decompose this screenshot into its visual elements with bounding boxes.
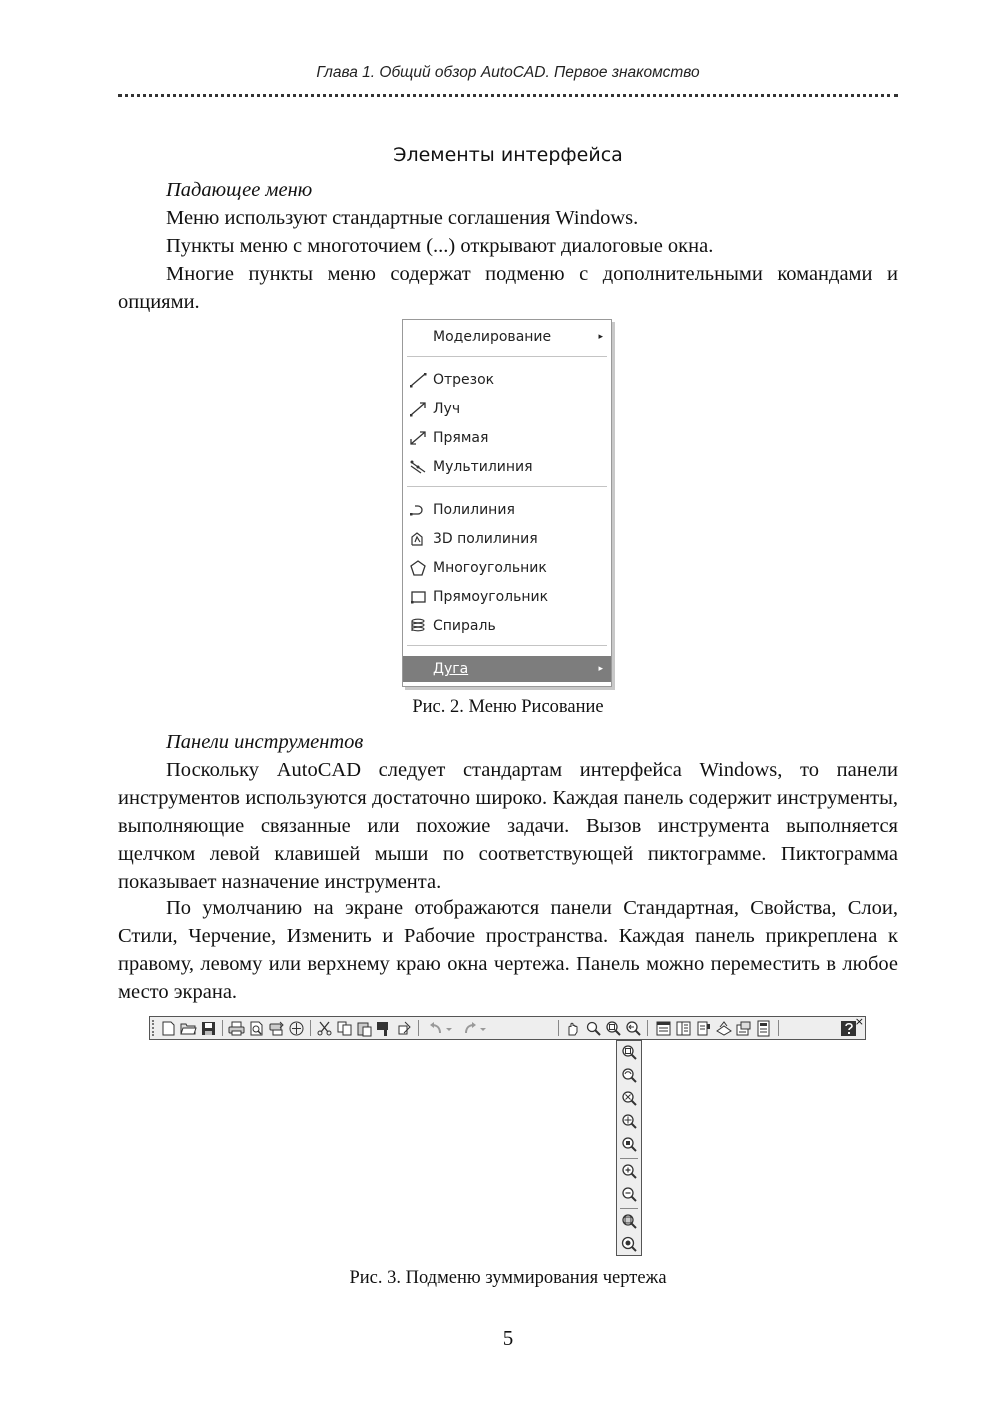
zoom-out-icon [621,1186,638,1203]
draw-menu [402,319,612,687]
3d-dwf-icon [288,1020,305,1037]
toolbar-separator [310,1020,311,1036]
flyout-separator [620,1158,638,1159]
menu-item-label: Моделирование [433,329,552,345]
zoom-extents-button[interactable] [621,1236,638,1253]
copy-icon [336,1020,353,1037]
menu-item-multiline[interactable] [403,454,611,480]
ray-icon [409,401,427,417]
cut-icon [316,1020,333,1037]
menu-item-3d-polyline[interactable] [403,526,611,552]
design-center-icon [675,1020,692,1037]
helix-icon [409,618,427,634]
flyout-separator [620,1208,638,1209]
multiline-icon [409,459,427,475]
zoom-all-icon [621,1213,638,1230]
subheading-toolbars: Панели инструментов [166,731,364,753]
paragraph-dropdown-1: Меню используют стандартные соглашения Windows. [166,207,639,229]
header-rule [118,94,898,97]
toolbar-separator [778,1020,779,1036]
zoom-previous-button[interactable] [625,1020,642,1037]
zoom-all-button[interactable] [621,1213,638,1230]
toolbar-separator [647,1020,648,1036]
undo-button[interactable] [428,1020,454,1037]
copy-button[interactable] [336,1020,353,1037]
zoom-center-icon [621,1113,638,1130]
zoom-window-button[interactable] [605,1020,622,1037]
menu-separator [407,645,607,646]
construction-line-icon [409,430,427,446]
menu-item-polyline[interactable] [403,497,611,523]
new-icon [160,1020,177,1037]
zoom-realtime-button[interactable] [585,1020,602,1037]
cut-button[interactable] [316,1020,333,1037]
redo-icon [462,1020,488,1037]
menu-item-label: Луч [433,401,461,417]
quickcalc-button[interactable] [755,1020,772,1037]
quickcalc-icon [755,1020,772,1037]
properties-button[interactable] [655,1020,672,1037]
paragraph-dropdown-2: Пункты меню с многоточием (...) открывают диалоговые окна. [166,235,714,257]
sheet-set-button[interactable] [715,1020,732,1037]
figure-3-caption: Рис. 3. Подменю зуммирования чертежа [349,1268,667,1288]
toolbar-close-button[interactable]: × [854,1015,864,1028]
zoom-object-icon [621,1136,638,1153]
zoom-object-button[interactable] [621,1136,638,1153]
paragraph-toolbars-1: Поскольку AutoCAD следует стандартам интерфейса Windows, то панели инструментов используются достаточно широко. Каждая панель содержит инструменты, выполняющие связанные или похожие задачи. Вызов инструмента выполняется щелчком левой клавишей мыши по соответствующей пиктограмме. Пиктограмма показывает назначение инструмента. [118,759,898,893]
submenu-arrow-icon: ▸ [598,664,603,674]
pan-button[interactable] [565,1020,582,1037]
menu-item-label: 3D полилиния [433,531,538,547]
toolbar-grip[interactable] [152,1020,157,1036]
3d-dwf-button[interactable] [288,1020,305,1037]
publish-button[interactable] [268,1020,285,1037]
menu-item-construction-line[interactable] [403,425,611,451]
match-properties-button[interactable] [376,1020,393,1037]
menu-item-label: Прямая [433,430,489,446]
polyline-icon [409,502,427,518]
publish-icon [268,1020,285,1037]
figure-2-caption: Рис. 2. Меню Рисование [412,697,604,717]
toolbar-separator [558,1020,559,1036]
zoom-scale-icon [621,1090,638,1107]
line-icon [409,372,427,388]
zoom-extents-icon [621,1236,638,1253]
subheading-dropdown-menu: Падающее меню [166,179,313,201]
new-button[interactable] [160,1020,177,1037]
zoom-window-flyout-button[interactable] [621,1044,638,1061]
menu-item-label: Отрезок [433,372,495,388]
toolbar-separator [418,1020,419,1036]
polygon-icon [409,560,427,576]
zoom-window-icon [621,1044,638,1061]
markup-icon [735,1020,752,1037]
paragraph-dropdown-3: Многие пункты меню содержат подменю с дополнительными командами и опциями. [118,263,898,313]
menu-item-helix[interactable] [403,613,611,639]
redo-button[interactable] [462,1020,488,1037]
paste-button[interactable] [356,1020,373,1037]
print-icon [228,1020,245,1037]
pan-icon [565,1020,582,1037]
zoom-window-icon [605,1020,622,1037]
menu-item-modeling[interactable] [403,324,611,350]
menu-separator [407,486,607,487]
menu-separator [407,356,607,357]
print-preview-button[interactable] [248,1020,265,1037]
block-editor-icon [396,1020,413,1037]
open-button[interactable] [180,1020,197,1037]
save-icon [200,1020,217,1037]
zoom-realtime-icon [585,1020,602,1037]
3d-polyline-icon [409,531,427,547]
paste-icon [356,1020,373,1037]
paragraph-toolbars-2: По умолчанию на экране отображаются панели Стандартная, Свойства, Слои, Стили, Черчение, Изменить и Рабочие пространства. Каждая панель прикреплена к правому, левому или верхнему краю окна чертежа. Панель можно переместить в любое место экрана. [118,897,898,1003]
zoom-in-icon [621,1163,638,1180]
submenu-arrow-icon: ▸ [598,332,603,342]
open-icon [180,1020,197,1037]
zoom-scale-button[interactable] [621,1090,638,1107]
block-editor-button[interactable] [396,1020,413,1037]
sheet-set-icon [715,1020,732,1037]
section-title: Элементы интерфейса [393,144,623,166]
zoom-out-button[interactable] [621,1186,638,1203]
zoom-flyout [616,1040,642,1256]
markup-button[interactable] [735,1020,752,1037]
undo-icon [428,1020,454,1037]
zoom-dynamic-icon [621,1067,638,1084]
save-button[interactable] [200,1020,217,1037]
zoom-center-button[interactable] [621,1113,638,1130]
print-preview-icon [248,1020,265,1037]
toolbar-separator [222,1020,223,1036]
rectangle-icon [409,589,427,605]
page-number: 5 [502,1326,514,1350]
tool-palettes-icon [695,1020,712,1037]
design-center-button[interactable] [675,1020,692,1037]
menu-item-label: Полилиния [433,502,515,518]
menu-item-ray[interactable] [403,396,611,422]
zoom-previous-icon [625,1020,642,1037]
print-button[interactable] [228,1020,245,1037]
zoom-in-button[interactable] [621,1163,638,1180]
menu-item-rectangle[interactable] [403,584,611,610]
tool-palettes-button[interactable] [695,1020,712,1037]
menu-item-line[interactable] [403,367,611,393]
standard-toolbar [149,1016,866,1040]
properties-icon [655,1020,672,1037]
menu-item-label: Многоугольник [433,560,547,576]
running-head: Глава 1. Общий обзор AutoCAD. Первое знакомство [316,64,700,81]
menu-item-label: Дуга [433,661,469,677]
menu-item-label: Прямоугольник [433,589,549,605]
menu-item-polygon[interactable] [403,555,611,581]
menu-item-label: Спираль [433,618,496,634]
match-properties-icon [376,1020,393,1037]
zoom-dynamic-button[interactable] [621,1067,638,1084]
menu-item-arc[interactable] [403,656,611,682]
menu-item-label: Мультилиния [433,459,533,475]
